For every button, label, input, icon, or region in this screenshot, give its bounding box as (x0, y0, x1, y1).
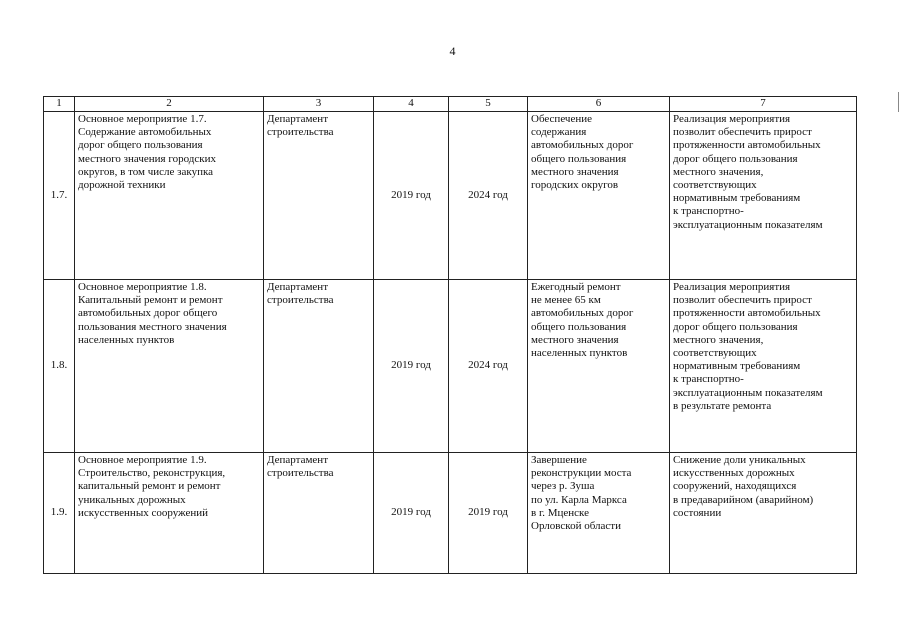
executor-cell: Департамент строительства (264, 453, 374, 574)
effect-cell: Реализация мероприятия позволит обеспечить прирост протяженности автомобильных дорог общего пользования местного значения, соответствующих нормативным требованиям к транспортно- эксплуатационным показателям в результате ремонта (670, 280, 857, 453)
executor-cell: Департамент строительства (264, 112, 374, 280)
measures-table (43, 96, 857, 574)
measure-cell: Основное мероприятие 1.7. Содержание автомобильных дорог общего пользования местного значения городских округов, в том числе закупка дорожной техники (75, 112, 264, 280)
table-row (44, 280, 857, 453)
measure-cell: Основное мероприятие 1.9. Строительство, реконструкция, капитальный ремонт и ремонт уникальных дорожных искусственных сооружений (75, 453, 264, 574)
start-year-cell: 2019 год (374, 112, 449, 280)
result-cell: Обеспечение содержания автомобильных дорог общего пользования местного значения городских округов (528, 112, 670, 280)
start-year-cell: 2019 год (374, 453, 449, 574)
end-year-cell: 2024 год (449, 280, 528, 453)
row-number: 1.7. (44, 112, 75, 280)
result-cell: Завершение реконструкции моста через р. Зуша по ул. Карла Маркса в г. Мценске Орловской области (528, 453, 670, 574)
table-row (44, 453, 857, 574)
header-cell: 4 (374, 97, 449, 112)
effect-cell: Снижение доли уникальных искусственных дорожных сооружений, находящихся в предаварийном (аварийном) состоянии (670, 453, 857, 574)
start-year-cell: 2019 год (374, 280, 449, 453)
header-cell: 6 (528, 97, 670, 112)
header-cell: 1 (44, 97, 75, 112)
header-cell: 7 (670, 97, 857, 112)
measure-cell: Основное мероприятие 1.8. Капитальный ремонт и ремонт автомобильных дорог общего пользования местного значения населенных пунктов (75, 280, 264, 453)
page-number: 4 (449, 44, 456, 58)
header-cell: 5 (449, 97, 528, 112)
header-cell: 3 (264, 97, 374, 112)
end-year-cell: 2024 год (449, 112, 528, 280)
executor-cell: Департамент строительства (264, 280, 374, 453)
header-cell: 2 (75, 97, 264, 112)
scan-edge-mark (898, 92, 899, 112)
table-header-row (44, 97, 857, 112)
row-number: 1.9. (44, 453, 75, 574)
end-year-cell: 2019 год (449, 453, 528, 574)
row-number: 1.8. (44, 280, 75, 453)
result-cell: Ежегодный ремонт не менее 65 км автомобильных дорог общего пользования местного значения населенных пунктов (528, 280, 670, 453)
table-row (44, 112, 857, 280)
effect-cell: Реализация мероприятия позволит обеспечить прирост протяженности автомобильных дорог общего пользования местного значения, соответствующих нормативным требованиям к транспортно- эксплуатационным показателям (670, 112, 857, 280)
